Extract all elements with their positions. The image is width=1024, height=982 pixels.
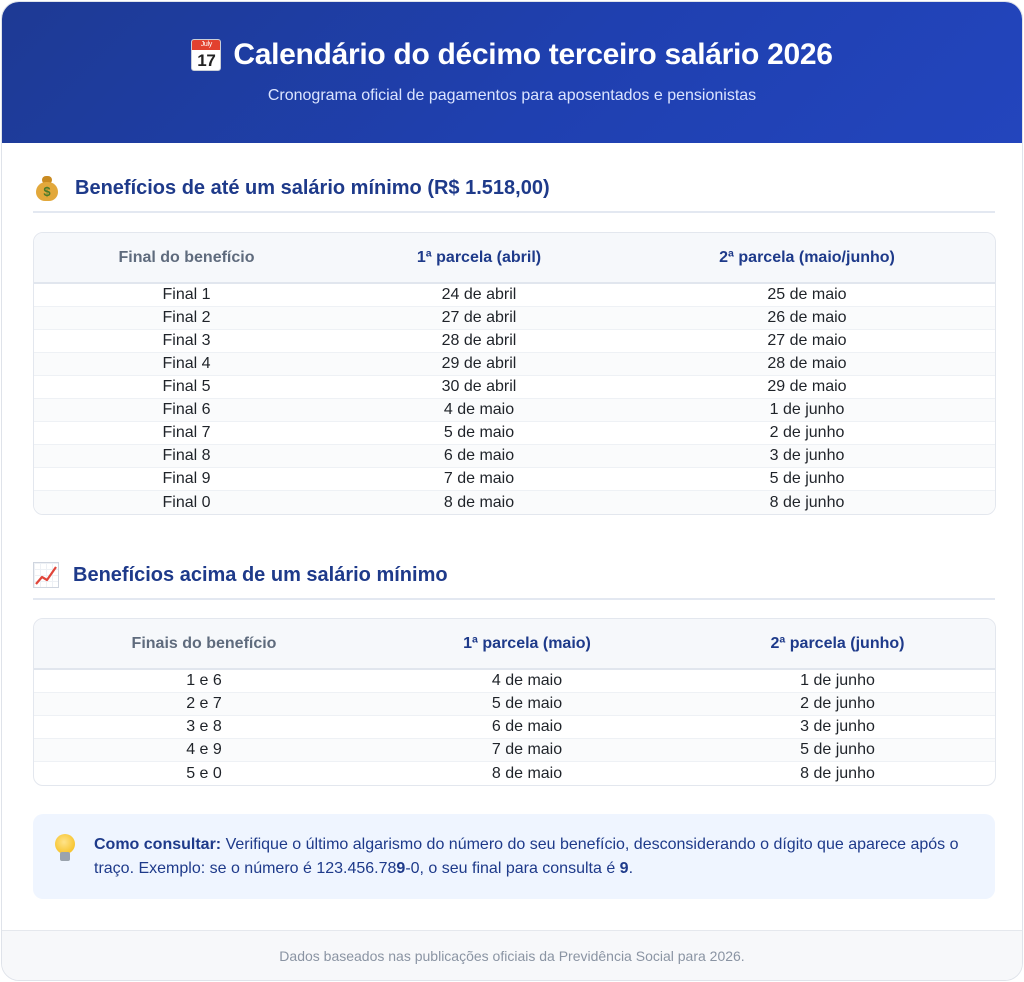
calendar-icon-month: July xyxy=(192,40,220,50)
table-row xyxy=(34,422,995,445)
table-row xyxy=(34,491,995,514)
column-header: Finais do benefício xyxy=(131,634,277,652)
calendar-card xyxy=(1,1,1023,981)
table-cell: Final 2 xyxy=(162,309,211,326)
table-row xyxy=(34,739,995,762)
tip-text-after: . xyxy=(628,860,634,877)
table-cell: 5 de maio xyxy=(443,424,515,441)
page-subtitle: Cronograma oficial de pagamentos para aposentados e pensionistas xyxy=(267,87,757,104)
column-header: 2ª parcela (maio/junho) xyxy=(719,248,895,266)
table-row xyxy=(34,762,995,785)
table-cell: Final 3 xyxy=(162,332,211,349)
table-cell: 5 de maio xyxy=(491,695,563,712)
table-cell: Final 4 xyxy=(162,355,211,372)
section-title-above-minimum xyxy=(33,557,995,593)
table-cell: 1 de junho xyxy=(800,672,875,689)
table-cell: 8 de maio xyxy=(491,764,563,782)
table-header xyxy=(34,233,995,284)
page-title-row xyxy=(2,38,1022,72)
table-cell: 7 de maio xyxy=(443,470,515,487)
table-row xyxy=(34,353,995,376)
page-title: Calendário do décimo terceiro salário 2026 xyxy=(233,38,833,71)
table-cell: 3 de junho xyxy=(800,718,875,735)
table-cell: 8 de maio xyxy=(443,493,515,511)
table-cell: 26 de maio xyxy=(767,309,847,326)
table-cell: 4 de maio xyxy=(443,401,515,418)
column-header: 2ª parcela (junho) xyxy=(770,634,905,652)
section-divider xyxy=(33,598,995,600)
table-cell: 28 de maio xyxy=(767,355,847,372)
table-cell: 3 de junho xyxy=(769,447,845,464)
table-cell: 28 de abril xyxy=(441,332,517,349)
table-cell: 3 e 8 xyxy=(186,718,222,735)
table-minimum xyxy=(33,232,996,515)
section-title-minimum-text: Benefícios de até um salário mínimo (R$ 1.518,00) xyxy=(75,176,550,199)
table-cell: 27 de abril xyxy=(441,309,517,326)
table-body xyxy=(34,284,995,514)
table-row xyxy=(34,445,995,468)
table-cell: Final 1 xyxy=(162,286,211,303)
table-cell: 25 de maio xyxy=(767,286,847,303)
page-footer: Dados baseados nas publicações oficiais da Previdência Social para 2026. xyxy=(2,930,1022,981)
tip-label: Como consultar: xyxy=(94,836,222,853)
table-row xyxy=(34,399,995,422)
table-cell: 5 de junho xyxy=(769,470,845,487)
tip-text-middle: -0, o seu final para consulta é xyxy=(405,860,620,877)
calendar-icon xyxy=(191,39,221,71)
table-row xyxy=(34,693,995,716)
table-body xyxy=(34,670,995,785)
tip-highlight-final: 9 xyxy=(619,860,629,877)
table-cell: 4 e 9 xyxy=(186,741,222,758)
table-header xyxy=(34,619,995,670)
table-cell: 2 de junho xyxy=(769,424,845,441)
calendar-icon-day: 17 xyxy=(197,51,216,70)
column-header: Final do benefício xyxy=(118,248,255,266)
table-cell: 5 de junho xyxy=(800,741,875,758)
table-cell: 8 de junho xyxy=(800,764,875,782)
table-cell: 30 de abril xyxy=(441,378,517,395)
table-cell: 8 de junho xyxy=(769,493,845,511)
table-row xyxy=(34,284,995,307)
column-header: 1ª parcela (maio) xyxy=(463,634,591,652)
table-row xyxy=(34,716,995,739)
table-cell: Final 6 xyxy=(162,401,211,418)
table-cell: 29 de abril xyxy=(441,355,517,372)
table-cell: 29 de maio xyxy=(767,378,847,395)
table-cell: 2 e 7 xyxy=(186,695,222,712)
column-header: 1ª parcela (abril) xyxy=(416,248,542,266)
table-row xyxy=(34,307,995,330)
money-bag-icon: $ xyxy=(33,174,61,202)
section-title-minimum xyxy=(33,170,995,206)
table-row xyxy=(34,376,995,399)
table-row xyxy=(34,468,995,491)
tip-text-before: Verifique o último algarismo do número do seu benefício, desconsiderando o dígito que aparece após o traço. Exemplo: se o número é 123.456.78 xyxy=(94,836,959,877)
section-divider xyxy=(33,211,995,213)
tip-text xyxy=(94,833,964,881)
info-tip-box xyxy=(33,814,995,899)
table-row xyxy=(34,670,995,693)
section-title-above-minimum-text: Benefícios acima de um salário mínimo xyxy=(73,563,448,586)
table-cell: 5 e 0 xyxy=(186,764,222,782)
tip-highlight-digit: 9 xyxy=(396,860,406,877)
table-row xyxy=(34,330,995,353)
table-cell: 6 de maio xyxy=(443,447,515,464)
page-header xyxy=(2,2,1022,143)
table-cell: 6 de maio xyxy=(491,718,563,735)
table-cell: Final 9 xyxy=(162,470,211,487)
table-cell: 2 de junho xyxy=(800,695,875,712)
table-cell: Final 7 xyxy=(162,424,211,441)
table-above-minimum xyxy=(33,618,996,786)
light-bulb-icon xyxy=(55,834,75,862)
table-cell: 4 de maio xyxy=(491,672,563,689)
table-cell: 7 de maio xyxy=(491,741,563,758)
table-cell: Final 5 xyxy=(162,378,211,395)
table-cell: 27 de maio xyxy=(767,332,847,349)
table-cell: 1 de junho xyxy=(769,401,845,418)
chart-increasing-icon xyxy=(33,562,59,588)
table-cell: Final 8 xyxy=(162,447,211,464)
table-cell: Final 0 xyxy=(162,493,211,511)
table-cell: 1 e 6 xyxy=(186,672,222,689)
table-cell: 24 de abril xyxy=(441,286,517,303)
